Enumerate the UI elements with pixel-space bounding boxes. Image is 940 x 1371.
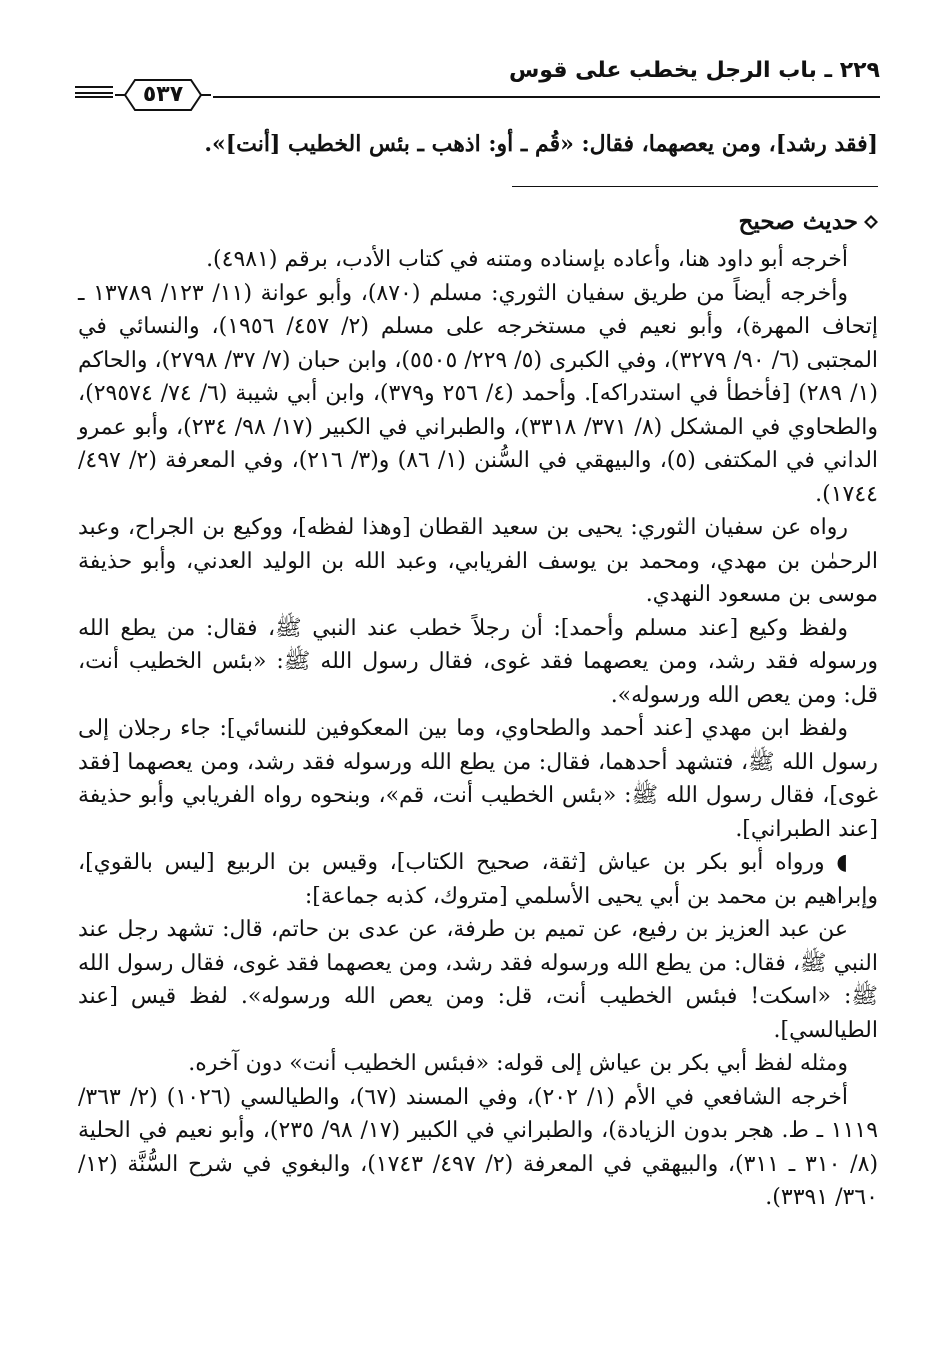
paragraph-3: رواه عن سفيان الثوري: يحيى بن سعيد القطان [وهذا لفظه]، ووكيع بن الجراح، وعبد الرحمٰن بن مهدي، ومحمد بن يوسف الفريابي، وعبد الله بن الوليد العدني، وأبو حذيفة موسى بن مسعود النهدي.	[78, 515, 878, 607]
paragraph-5: ولفظ ابن مهدي [عند أحمد والطحاوي، وما بين المعكوفين للنسائي]: جاء رجلان إلى رسول الله ﷺ، فتشهد أحدهما، فقال: من يطع الله ورسوله فقد رشد، ومن يعصهما [فقد غوى]، فقال رسول الله ﷺ: «بئس الخطيب أنت، قم»، وبنحوه رواه الفريابي وأبو حذيفة [عند الطبراني].	[78, 716, 878, 842]
paragraph-2: وأخرجه أيضاً من طريق سفيان الثوري: مسلم (٨٧٠)، وأبو عوانة (١١/ ١٢٣/ ١٣٧٨٩ ـ إتحاف المهرة)، وأبو نعيم في مستخرجه على مسلم (٢/ ٤٥٧/ ١٩٥٦)، والنسائي في المجتبى (٦/ ٩٠/ ٣٢٧٩)، وفي الكبرى (٥/ ٢٢٩/ ٥٥٠٥)، وابن حبان (٧/ ٣٧/ ٢٧٩٨)، والحاكم (١/ ٢٨٩) [فأخطأ في استدراكه]. وأحمد (٤/ ٢٥٦ و٣٧٩)، وابن أبي شيبة (٦/ ٧٤/ ٢٩٥٧٤)، والطحاوي في المشكل (٨/ ٣٧١/ ٣٣١٨)، والطبراني في الكبير (١٧/ ٩٨/ ٢٣٤)، وأبو عمرو الداني في المكتفى (٥)، والبيهقي في السُّنن (١/ ٨٦) و(٣/ ٢١٦)، وفي المعرفة (٢/ ٤٩٧/ ١٧٤٤).	[78, 280, 879, 507]
page-number-badge	[113, 76, 213, 114]
paragraph-9: أخرجه الشافعي في الأم (١/ ٢٠٢)، وفي المسند (٦٧)، والطيالسي (١٠٢٦) (٢/ ٣٦٣/ ١١١٩ ـ ط. هجر بدون الزيادة)، والطبراني في الكبير (١٧/ ٩٨/ ٢٣٥)، وأبو نعيم في الحلية (٨/ ٣١٠ ـ ٣١١)، والبيهقي في المعرفة (٢/ ٤٩٧/ ١٧٤٣)، والبغوي في شرح السُّنَّة (١٢/ ٣٦٠/ ٣٣٩١).	[78, 1084, 879, 1210]
page-number: ٥٣٧	[142, 82, 184, 107]
paragraph-1: أخرجه أبو داود هنا، وأعاده بإسناده ومتنه في كتاب الأدب، برقم (٤٩٨١).	[206, 247, 848, 272]
section-title: حديث صحيح	[738, 208, 858, 235]
body-text	[78, 243, 878, 1215]
diamond-ornament-icon	[864, 215, 878, 229]
section-separator	[512, 186, 878, 187]
top-continuation-text	[78, 128, 878, 162]
page-header	[75, 52, 880, 112]
chapter-title: ٢٢٩ ـ باب الرجل يخطب على قوس	[508, 58, 880, 83]
section-heading	[739, 208, 878, 235]
header-lines-ornament	[75, 86, 113, 106]
paragraph-8: ومثله لفظ أبي بكر بن عياش إلى قوله: «فبئس الخطيب أنت» دون آخره.	[188, 1051, 848, 1076]
continuation-line: [فقد رشد]، ومن يعصهما، فقال: «قُم ـ أو: اذهب ـ بئس الخطيب [أنت]».	[204, 131, 878, 157]
paragraph-7: عن عبد العزيز بن رفيع، عن تميم بن طرفة، عن عدى بن حاتم، قال: تشهد رجل عند النبي ﷺ، فقال: من يطع الله ورسوله فقد رشد، ومن يعصهما فقد غوى، فقال رسول الله ﷺ: «اسكت! فبئس الخطيب أنت، قل: ومن يعص الله ورسوله». لفظ قيس [عند الطيالسي].	[78, 917, 878, 1043]
paragraph-6: ◖ ورواه أبو بكر بن عياش [ثقة، صحيح الكتاب]، وقيس بن الربيع [ليس بالقوي]، وإبراهيم بن محمد بن أبي يحيى الأسلمي [متروك، كذبه جماعة]:	[78, 850, 878, 909]
paragraph-4: ولفظ وكيع [عند مسلم وأحمد]: أن رجلاً خطب عند النبي ﷺ، فقال: من يطع الله ورسوله فقد رشد، ومن يعصهما فقد غوى، فقال رسول الله ﷺ: «بئس الخطيب أنت، قل: ومن يعص الله ورسوله».	[78, 615, 878, 708]
